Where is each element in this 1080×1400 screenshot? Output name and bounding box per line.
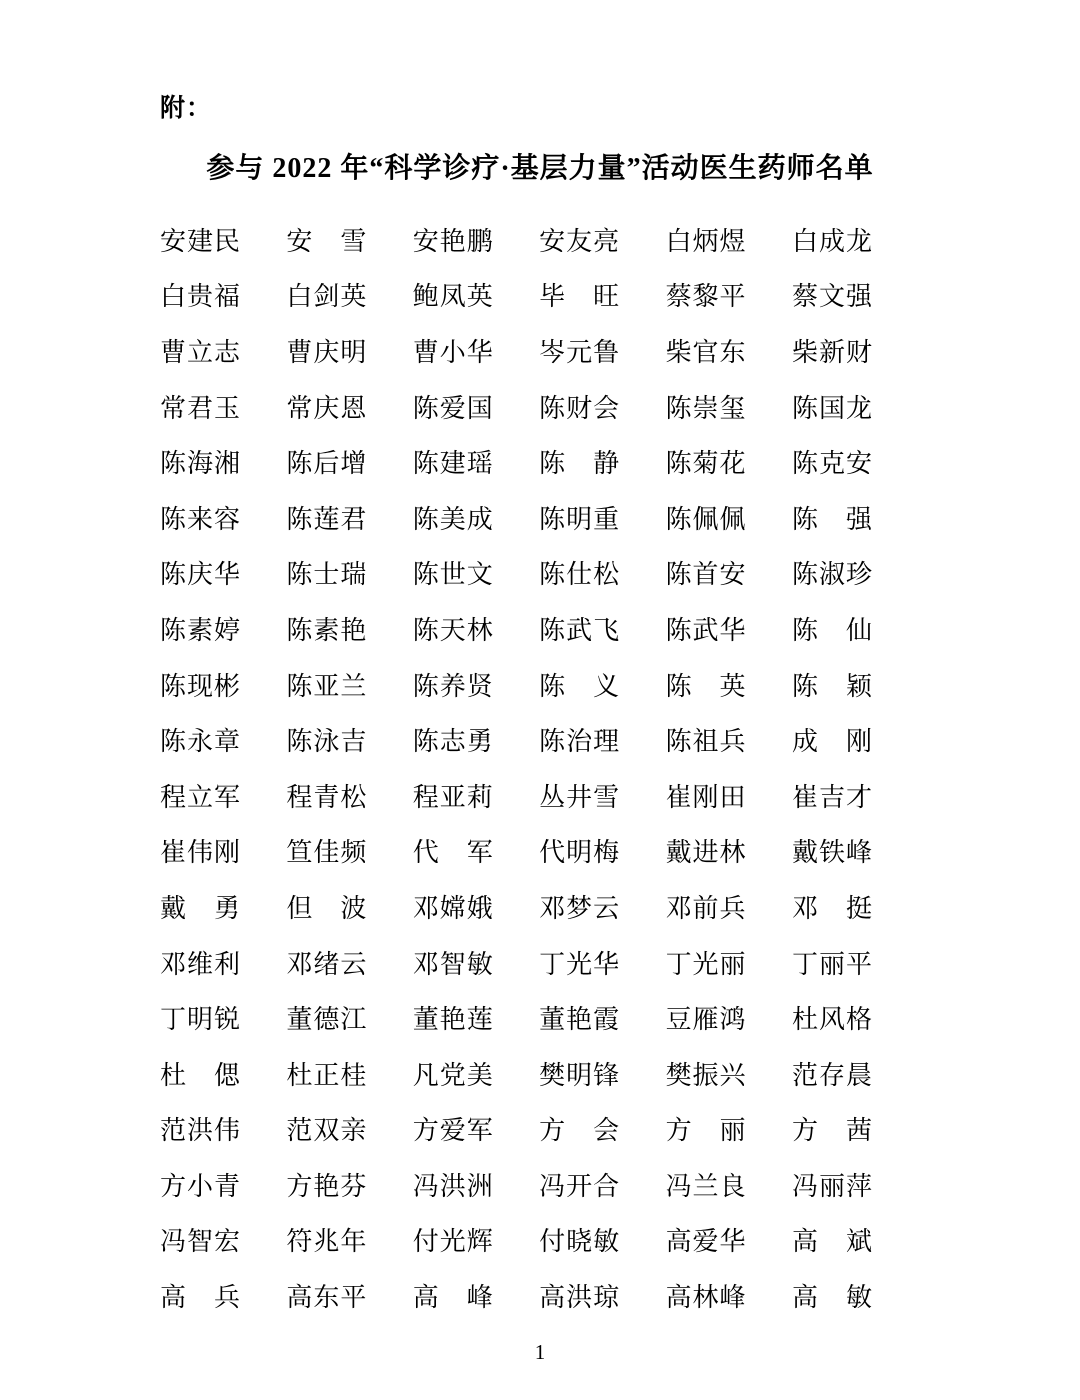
person-name: 陈治理 — [539, 727, 620, 757]
person-name: 符兆年 — [286, 1227, 367, 1257]
person-name: 董德江 — [286, 1005, 367, 1035]
page-title: 参与 2022 年“科学诊疗·基层力量”活动医生药师名单 — [206, 153, 874, 184]
person-name: 邓维利 — [160, 949, 240, 979]
person-name: 陈海湘 — [160, 449, 240, 479]
person-name: 樊振兴 — [665, 1060, 746, 1090]
person-name: 蔡文强 — [791, 282, 872, 312]
person-name: 付光辉 — [412, 1227, 493, 1257]
person-name: 方茜 — [791, 1116, 872, 1146]
person-name: 董艳霞 — [539, 1005, 620, 1035]
person-name: 高斌 — [791, 1227, 872, 1257]
person-name: 安艳鹏 — [412, 226, 493, 256]
person-name: 岑元鲁 — [539, 337, 620, 367]
person-name: 丁光华 — [539, 949, 620, 979]
person-name: 豆雁鸿 — [665, 1005, 746, 1035]
person-name: 冯开合 — [539, 1171, 620, 1201]
person-name: 陈亚兰 — [286, 671, 367, 701]
person-name: 陈美成 — [412, 504, 493, 534]
person-name: 陈武飞 — [539, 615, 620, 645]
person-name: 陈强 — [791, 504, 872, 534]
person-name: 崔吉才 — [791, 782, 872, 812]
person-name: 杜正桂 — [286, 1060, 367, 1090]
person-name: 陈淑珍 — [791, 560, 872, 590]
person-name: 杜风格 — [791, 1005, 872, 1035]
person-name: 常君玉 — [160, 393, 240, 423]
person-name: 高峰 — [412, 1283, 493, 1313]
person-name: 高敏 — [791, 1283, 872, 1313]
person-name: 陈志勇 — [412, 727, 493, 757]
person-name: 高爱华 — [665, 1227, 746, 1257]
person-name: 丁明锐 — [160, 1005, 240, 1035]
person-name: 方艳芬 — [286, 1171, 367, 1201]
person-name: 丛井雪 — [539, 782, 620, 812]
person-name: 白成龙 — [791, 226, 872, 256]
person-name: 陈士瑞 — [286, 560, 367, 590]
person-name: 陈颖 — [791, 671, 872, 701]
person-name: 高东平 — [286, 1283, 367, 1313]
person-name: 安建民 — [160, 226, 240, 256]
person-name: 丁光丽 — [665, 949, 746, 979]
person-name: 邓挺 — [791, 893, 872, 923]
person-name: 陈永章 — [160, 727, 240, 757]
person-name: 陈菊花 — [665, 449, 746, 479]
person-name: 陈武华 — [665, 615, 746, 645]
person-name: 成刚 — [791, 727, 872, 757]
person-name: 陈静 — [539, 449, 620, 479]
person-name: 高洪琼 — [539, 1283, 620, 1313]
person-name: 崔刚田 — [665, 782, 746, 812]
person-name: 程青松 — [286, 782, 367, 812]
person-name: 白贵福 — [160, 282, 240, 312]
person-name: 陈国龙 — [791, 393, 872, 423]
person-name: 陈崇玺 — [665, 393, 746, 423]
person-name: 方丽 — [665, 1116, 746, 1146]
person-name: 柴新财 — [791, 337, 872, 367]
person-name: 陈仕松 — [539, 560, 620, 590]
person-name: 戴进林 — [665, 838, 746, 868]
person-name: 冯智宏 — [160, 1227, 240, 1257]
person-name: 方爱军 — [412, 1116, 493, 1146]
person-name: 陈后增 — [286, 449, 367, 479]
person-name: 邓绪云 — [286, 949, 367, 979]
person-name: 付晓敏 — [539, 1227, 620, 1257]
person-name: 笪佳频 — [286, 838, 367, 868]
person-name: 白炳煜 — [665, 226, 746, 256]
person-name: 蔡黎平 — [665, 282, 746, 312]
names-list — [160, 214, 872, 1326]
person-name: 邓梦云 — [539, 893, 620, 923]
person-name: 樊明锋 — [539, 1060, 620, 1090]
person-name: 陈养贤 — [412, 671, 493, 701]
person-name: 陈祖兵 — [665, 727, 746, 757]
person-name: 曹立志 — [160, 337, 240, 367]
person-name: 方小青 — [160, 1171, 240, 1201]
person-name: 程亚莉 — [412, 782, 493, 812]
person-name: 代明梅 — [539, 838, 620, 868]
page-number: 1 — [534, 1340, 546, 1364]
person-name: 冯丽萍 — [791, 1171, 872, 1201]
person-name: 崔伟刚 — [160, 838, 240, 868]
person-name: 陈英 — [665, 671, 746, 701]
person-name: 柴官东 — [665, 337, 746, 367]
person-name: 陈世文 — [412, 560, 493, 590]
person-name: 陈素婷 — [160, 615, 240, 645]
person-name: 董艳莲 — [412, 1005, 493, 1035]
person-name: 陈首安 — [665, 560, 746, 590]
person-name: 陈现彬 — [160, 671, 240, 701]
person-name: 冯兰良 — [665, 1171, 746, 1201]
person-name: 陈义 — [539, 671, 620, 701]
person-name: 陈财会 — [539, 393, 620, 423]
person-name: 范存晨 — [791, 1060, 872, 1090]
person-name: 杜偲 — [160, 1060, 240, 1090]
person-name: 邓智敏 — [412, 949, 493, 979]
person-name: 陈来容 — [160, 504, 240, 534]
person-name: 鲍凤英 — [412, 282, 493, 312]
person-name: 陈天林 — [412, 615, 493, 645]
person-name: 高林峰 — [665, 1283, 746, 1313]
person-name: 陈爱国 — [412, 393, 493, 423]
person-name: 戴勇 — [160, 893, 240, 923]
person-name: 方会 — [539, 1116, 620, 1146]
person-name: 戴铁峰 — [791, 838, 872, 868]
person-name: 常庆恩 — [286, 393, 367, 423]
person-name: 但波 — [286, 893, 367, 923]
person-name: 陈明重 — [539, 504, 620, 534]
person-name: 代军 — [412, 838, 493, 868]
person-name: 安雪 — [286, 226, 367, 256]
person-name: 陈素艳 — [286, 615, 367, 645]
person-name: 陈克安 — [791, 449, 872, 479]
person-name: 范洪伟 — [160, 1116, 240, 1146]
attachment-label: 附： — [160, 95, 213, 122]
person-name: 陈佩佩 — [665, 504, 746, 534]
person-name: 曹小华 — [412, 337, 493, 367]
person-name: 陈莲君 — [286, 504, 367, 534]
person-name: 高兵 — [160, 1283, 240, 1313]
person-name: 邓嫦娥 — [412, 893, 493, 923]
person-name: 范双亲 — [286, 1116, 367, 1146]
person-name: 陈仙 — [791, 615, 872, 645]
person-name: 丁丽平 — [791, 949, 872, 979]
person-name: 曹庆明 — [286, 337, 367, 367]
person-name: 程立军 — [160, 782, 240, 812]
person-name: 安友亮 — [539, 226, 620, 256]
person-name: 陈庆华 — [160, 560, 240, 590]
person-name: 陈建瑶 — [412, 449, 493, 479]
person-name: 凡党美 — [412, 1060, 493, 1090]
person-name: 白剑英 — [286, 282, 367, 312]
person-name: 陈泳吉 — [286, 727, 367, 757]
person-name: 冯洪洲 — [412, 1171, 493, 1201]
person-name: 毕旺 — [539, 282, 620, 312]
person-name: 邓前兵 — [665, 893, 746, 923]
